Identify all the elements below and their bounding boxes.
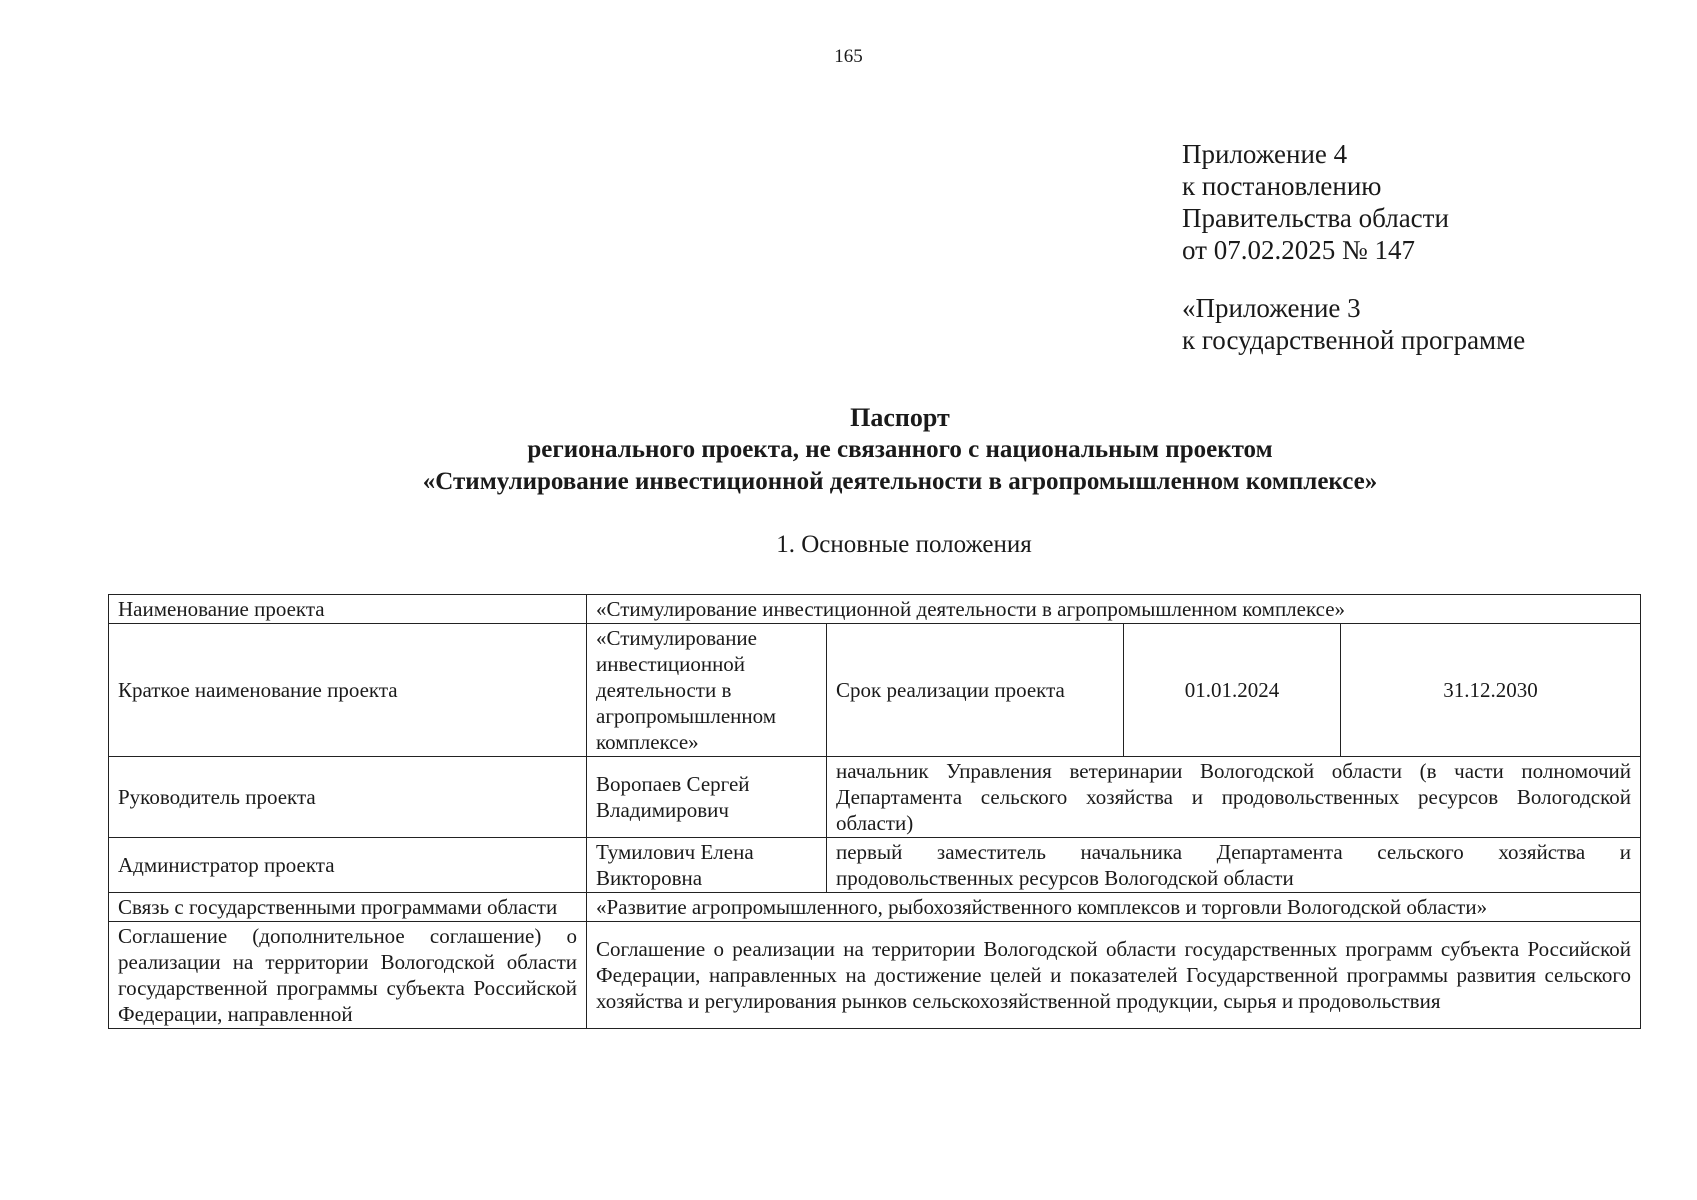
head-label: Руководитель проекта — [109, 757, 587, 838]
table-row — [109, 595, 1641, 624]
project-name-value: «Стимулирование инвестиционной деятельности в агропромышленном комплексе» — [587, 595, 1641, 624]
admin-name: Тумилович Елена Викторовна — [587, 838, 827, 893]
short-name-label: Краткое наименование проекта — [109, 624, 587, 757]
title-line-passport: Паспорт — [850, 403, 950, 432]
head-name: Воропаев Сергей Владимирович — [587, 757, 827, 838]
appendix-line: Приложение 4 — [1182, 139, 1348, 169]
title-line-project: «Стимулирование инвестиционной деятельности в агропромышленном комплексе» — [422, 468, 1378, 495]
appendix-sub-line: к государственной программе — [1182, 325, 1526, 355]
project-name-label: Наименование проекта — [109, 595, 587, 624]
table-row — [109, 624, 1641, 757]
agreement-label: Соглашение (дополнительное соглашение) о реализации на территории Вологодской области государственной программы субъекта Российской Федерации, направленной — [109, 922, 587, 1029]
head-position: начальник Управления ветеринарии Вологодской области (в части полномочий Департамента сельского хозяйства и продовольственных ресурсов Вологодской области) — [827, 757, 1641, 838]
document-title — [0, 402, 1697, 498]
term-label: Срок реализации проекта — [827, 624, 1124, 757]
appendix-block — [1182, 138, 1525, 356]
table-row — [109, 893, 1641, 922]
title-line-subtitle: регионального проекта, не связанного с национальным проектом — [527, 436, 1273, 463]
table-row — [109, 757, 1641, 838]
appendix-line: к постановлению — [1182, 171, 1382, 201]
appendix-sub-line: «Приложение 3 — [1182, 293, 1361, 323]
appendix-line: Правительства области — [1182, 203, 1449, 233]
programs-label: Связь с государственными программами области — [109, 893, 587, 922]
short-name-value: «Стимулирование инвестиционной деятельности в агропромышленном комплексе» — [587, 624, 827, 757]
page-number: 165 — [834, 46, 863, 67]
term-start: 01.01.2024 — [1124, 624, 1341, 757]
term-end: 31.12.2030 — [1341, 624, 1641, 757]
programs-value: «Развитие агропромышленного, рыбохозяйственного комплексов и торговли Вологодской области» — [587, 893, 1641, 922]
section-heading: 1. Основные положения — [776, 531, 1032, 558]
admin-label: Администратор проекта — [109, 838, 587, 893]
table-row — [109, 838, 1641, 893]
appendix-line: от 07.02.2025 № 147 — [1182, 235, 1415, 265]
table-row — [109, 922, 1641, 1029]
admin-position: первый заместитель начальника Департамента сельского хозяйства и продовольственных ресурсов Вологодской области — [827, 838, 1641, 893]
agreement-value: Соглашение о реализации на территории Вологодской области государственных программ субъекта Российской Федерации, направленных на достижение целей и показателей Государственной программы развития сельского хозяйства и регулирования рынков сельскохозяйственной продукции, сырья и продовольствия — [587, 922, 1641, 1029]
passport-table — [108, 594, 1641, 1029]
